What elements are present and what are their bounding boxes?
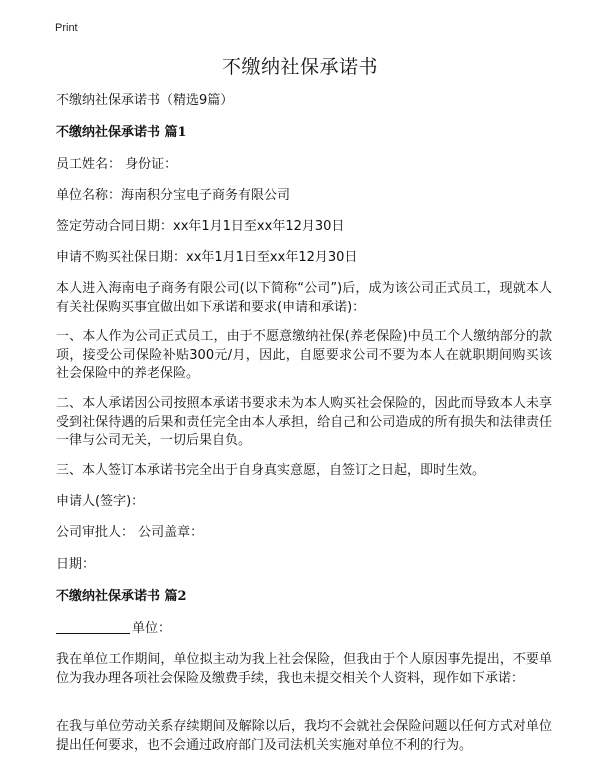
date-line: 日期： <box>56 557 96 572</box>
contract-date-line: 签定劳动合同日期：xx年1月1日至xx年12月30日 <box>56 219 345 234</box>
unit-blank-underline <box>56 620 130 634</box>
section2-paragraph-1: 我在单位工作期间，单位拟主动为我上社会保险，但我由于个人原因事先提出，不要单位为我办理各项社会保险及缴费手续，我也未提交相关个人资料，现作如下承诺： <box>56 652 552 686</box>
employee-info-line: 员工姓名： 身份证： <box>56 157 178 172</box>
unit-line <box>56 620 550 638</box>
print-label: Print <box>55 22 78 34</box>
company-name-line: 单位名称：海南积分宝电子商务有限公司 <box>56 188 291 203</box>
unit-label: 单位： <box>132 621 172 636</box>
section1-heading: 不缴纳社保承诺书 篇1 <box>56 125 187 140</box>
apply-date-line: 申请不购买社保日期：xx年1月1日至xx年12月30日 <box>56 250 358 265</box>
document-subtitle: 不缴纳社保承诺书（精选9篇） <box>56 93 234 108</box>
document-title: 不缴纳社保承诺书 <box>221 56 378 78</box>
applicant-signature-line: 申请人(签字)： <box>56 494 145 509</box>
commitment-item-3: 三、本人签订本承诺书完全出于自身真实意愿，自签订之日起，即时生效。 <box>56 463 486 478</box>
section2-heading: 不缴纳社保承诺书 篇2 <box>56 589 187 604</box>
commitment-item-2: 二、本人承诺因公司按照本承诺书要求未为本人购买社会保险的，因此而导致本人未享受到社保待遇的后果和责任完全由本人承担，给自己和公司造成的所有损失和法律责任一律与公司无关，一切后果自负。 <box>56 396 552 448</box>
section2-paragraph-2: 在我与单位劳动关系存续期间及解除以后，我均不会就社会保险问题以任何方式对单位提出任何要求，也不会通过政府部门及司法机关实施对单位不利的行为。 <box>56 719 552 753</box>
commitment-item-1: 一、本人作为公司正式员工，由于不愿意缴纳社保(养老保险)中员工个人缴纳部分的款项，接受公司保险补贴300元/月，因此，自愿要求公司不要为本人在就职期间购买该社会保险中的养老保险。 <box>56 329 552 381</box>
approver-stamp-line: 公司审批人： 公司盖章： <box>56 525 204 540</box>
intro-paragraph: 本人进入海南电子商务有限公司(以下简称“公司”)后，成为该公司正式员工，现就本人有关社保购买事宜做出如下承诺和要求(申请和承诺)： <box>56 281 552 315</box>
